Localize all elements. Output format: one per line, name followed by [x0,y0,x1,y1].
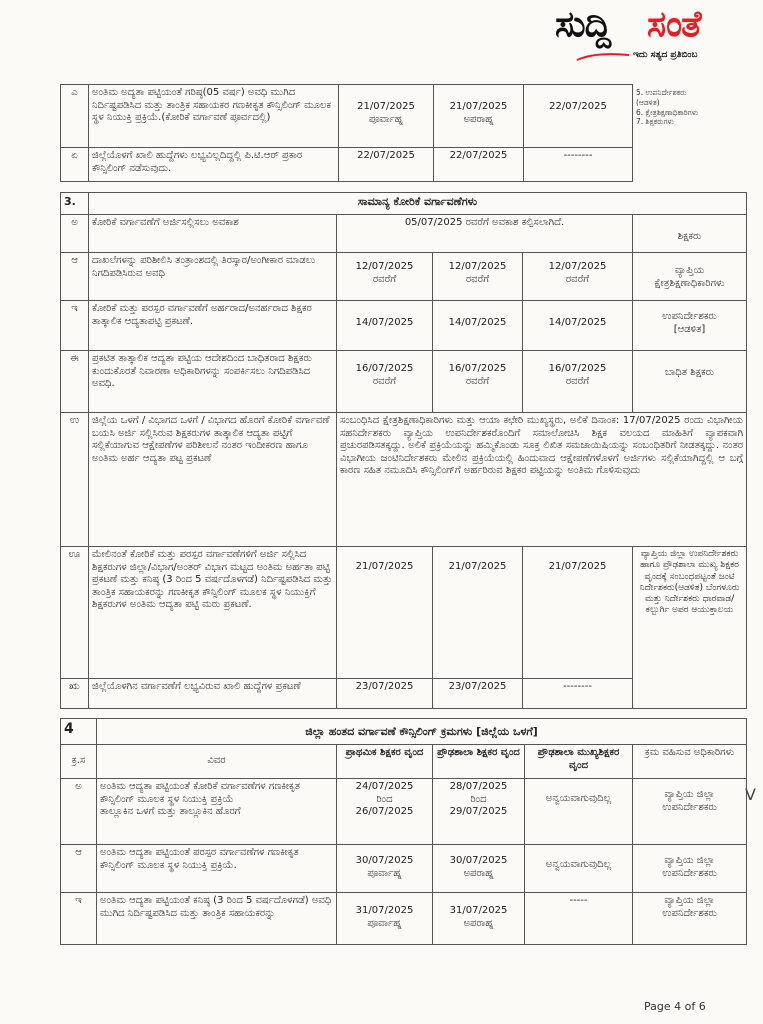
row-description: ಅಂತಿಮ ಆದ್ಯತಾ ಪಟ್ಟಿಯಂತೆ ಕೋರಿಕೆ ವರ್ಗಾವಣೆಗಳ ಗಣಕೀಕೃತ ಕೌನ್ಸಿಲಿಂಗ್ ಮೂಲಕ ಸ್ಥಳ ನಿಯುಕ್ತಿ ಪ್ರಕ್ರಿಯೆ ತಾಲ್ಲೂಕಿನ ಒಳಗೆ ಮತ್ತು ತಾಲ್ಲೂಕಿನ ಹೊರಗೆ [97,779,337,845]
table-row [61,547,747,679]
status-cell: ----- [525,893,633,945]
section-number: 3. [61,193,89,215]
date-cell: 30/07/2025 ಅಪರಾಹ್ನ [433,845,525,893]
row-description: ಜಿಲ್ಲೆಯ ಒಳಗೆ / ವಿಭಾಗದ ಒಳಗೆ / ವಿಭಾಗದ ಹೊರಗೆ ಕೋರಿಕೆ ವರ್ಗಾವಣೆ ಬಯಸಿ ಅರ್ಜಿ ಸಲ್ಲಿಸಿರುವ ಶಿಕ್ಷಕರುಗಳ ತಾತ್ಕಾಲಿಕ ಆದ್ಯತಾ ಪಟ್ಟಿಗೆ ಸಲ್ಲಿಕೆಯಾಗುವ ಆಕ್ಷೇಪಣೆಗಳ ಪರಿಶೀಲನೆ ನಂತರ ಇಂದೀಕರಣ ಹಾಗೂ ಅಂತಿಮ ಅರ್ಹ ಆದ್ಯತಾ ಪಟ್ಟ ಪ್ರಕಟಣೆ [89,413,337,547]
authority-cell: ವ್ಯಾಪ್ತಿಯ ಜಿಲ್ಲಾ ಉಪನಿರ್ದೇಶಕರು [633,845,747,893]
row-label: ಉ [61,413,89,547]
row-description: ಜಿಲ್ಲೆಯೊಳಗೆ ಖಾಲಿ ಹುದ್ದೆಗಳು ಲಭ್ಯವಿಲ್ಲದಿದ್ದಲ್ಲಿ ಪಿ.ಟಿ.ಆರ್ ಪ್ರಕಾರ ಕೌನ್ಸಿಲಿಂಗ್ ನಡೆಸುವುದು. [89,148,339,182]
row-label: ಊ [61,547,89,679]
swoosh-icon [575,52,631,62]
table-row [61,215,747,253]
table-row [61,413,747,547]
date-cell: 14/07/2025 [337,301,433,351]
date-cell: 12/07/2025 ರವರೆಗೆ [523,253,633,301]
date-cell: 28/07/2025 ರಿಂದ 29/07/2025 [433,779,525,845]
date-cell: 21/07/2025 [337,547,433,679]
table-row [61,779,747,845]
authority-cell: ವ್ಯಾಪ್ತಿಯ ಜಿಲ್ಲಾ ಉಪನಿರ್ದೇಶಕರು [633,893,747,945]
date-cell: 30/07/2025 ಪೂರ್ವಾಹ್ನ [337,845,433,893]
brand-word-1: ಸುದ್ದಿ [555,4,611,45]
table-header-row [61,745,747,779]
date-cell: 21/07/2025 [433,547,523,679]
date-cell: 12/07/2025 ರವರೆಗೆ [337,253,433,301]
column-header: ಪ್ರಾಥಮಿಕ ಶಿಕ್ಷಕರ ವೃಂದ [337,745,433,779]
date-cell: -------- [524,148,633,182]
row-description: ಪ್ರಕಟಿತ ತಾತ್ಕಾಲಿಕ ಆದ್ಯತಾ ಪಟ್ಟಿಯ ಆದೇಶದಿಂದ ಬಾಧಿತರಾದ ಶಿಕ್ಷಕರು ಕುಂದುಕೊರತೆ ನಿವಾರಣಾ ಅಧಿಕಾರಿಗಳನ್ನು ಸಂಪರ್ಕಿಸಲು ನಿಗದಿಪಡಿಸಿದ ಅವಧಿ. [89,351,337,413]
brand-word-2: ಸಂತೆ [647,4,701,45]
row-description: ಕೋರಿಕೆ ಮತ್ತು ಪರಸ್ಪರ ವರ್ಗಾವಣೆಗೆ ಅರ್ಹರಾದ/ಅನರ್ಹರಾದ ಶಿಕ್ಷಕರ ತಾತ್ಕಾಲಿಕ ಆದ್ಯತಾಪಟ್ಟಿ ಪ್ರಕಟಣೆ. [89,301,337,351]
table-row [61,893,747,945]
authority-cell: ವ್ಯಾಪ್ತಿಯ ಜಿಲ್ಲಾ ಉಪನಿರ್ದೇಶಕರು [633,779,747,845]
row-label: ಈ [61,351,89,413]
row-description: ಅಂತಿಮ ಆದ್ಯತಾ ಪಟ್ಟಿಯಂತೆ ಕನಿಷ್ಠ (3 ರಿಂದ 5 ವರ್ಷದೊಳಗಡೆ) ಅವಧಿ ಮುಗಿದ ನಿರ್ದಿಷ್ಟಪಡಿಸಿದ ಮತ್ತು ತಾಂತ್ರಿಕ ಸಹಾಯಕರನ್ನು [97,893,337,945]
section-number: 4 [61,719,97,745]
date-cell: 31/07/2025 ಅಪರಾಹ್ನ [433,893,525,945]
date-cell: 14/07/2025 [433,301,523,351]
authority-cell: ಶಿಕ್ಷಕರು [633,215,747,253]
page-number: Page 4 of 6 [644,1000,706,1013]
date-cell: 16/07/2025 ರವರೆಗೆ [337,351,433,413]
table-row [61,351,747,413]
table-row [61,85,633,148]
table-row [61,301,747,351]
section-4-table [60,718,747,945]
date-cell: 12/07/2025 ರವರೆಗೆ [433,253,523,301]
row-label: ಋ [61,679,89,709]
column-header: ಕ್ರ.ಸ [61,745,97,779]
date-cell: -------- [523,679,633,709]
column-header: ವಿವರ [97,745,337,779]
table-row [61,148,633,182]
section-title: ಸಾಮಾನ್ಯ ಕೋರಿಕೆ ವರ್ಗಾವಣೆಗಳು [89,193,747,215]
section-header [61,193,747,215]
authority-cell: ವ್ಯಾಪ್ತಿಯ ಕ್ಷೇತ್ರಶಿಕ್ಷಣಾಧಿಕಾರಿಗಳು [633,253,747,301]
row-description: ಮೇಲಿನಂತೆ ಕೋರಿಕೆ ಮತ್ತು ಪರಸ್ಪರ ವರ್ಗಾವಣೆಗಳಿಗೆ ಅರ್ಜಿ ಸಲ್ಲಿಸಿದ ಶಿಕ್ಷಕರುಗಳ ಜಿಲ್ಲಾ/ವಿಭಾಗ/ಅಂತರ್ ವಿಭಾಗ ಮಟ್ಟದ ಅಂತಿಮ ಅರ್ಹತಾ ಪಟ್ಟಿ ಪ್ರಕಟಣೆ ಮತ್ತು ಕನಿಷ್ಠ (3 ರಿಂದ 5 ವರ್ಷದೊಳಗಡೆ) ನಿರ್ದಿಷ್ಟಪಡಿಸಿದ ಮತ್ತು ತಾಂತ್ರಿಕ ಸಹಾಯಕರನ್ನು ಗಣಕೀಕೃತ ಕೌನ್ಸಿಲಿಂಗ್ ಮೂಲಕ ಸ್ಥಳ ನಿಯುಕ್ತಿಗೆ ಶಿಕ್ಷಕರುಗಳ ಅಂತಿಮ ಆದ್ಯತಾ ಪಟ್ಟಿ ಮರು ಪ್ರಕಟಣೆ. [89,547,337,679]
date-cell: 23/07/2025 [433,679,523,709]
table-row [61,845,747,893]
row-description: ಕೋರಿಕೆ ವರ್ಗಾವಣೆಗೆ ಅರ್ಜಿಸಲ್ಲಿಸಲು ಅವಕಾಶ [89,215,337,253]
section-3-table [60,192,747,709]
date-cell: 22/07/2025 [339,148,434,182]
date-cell: 31/07/2025 ಪೂರ್ವಾಹ್ನ [337,893,433,945]
column-header: ಪ್ರೌಢಶಾಲಾ ಮುಖ್ಯಶಿಕ್ಷಕರ ವೃಂದ [525,745,633,779]
top-schedule-table [60,84,633,182]
authority-cell: ಬಾಧಿತ ಶಿಕ್ಷಕರು [633,351,747,413]
row-description: ಜಿಲ್ಲೆಯೊಳಗಿನ ವರ್ಗಾವಣೆಗೆ ಲಭ್ಯವಿರುವ ಖಾಲಿ ಹುದ್ದೆಗಳ ಪ್ರಕಟಣೆ [89,679,337,709]
row-label: ಆ [61,253,89,301]
merged-date-cell: 05/07/2025 ರವರೆಗೆ ಅವಕಾಶ ಕಲ್ಪಿಸಲಾಗಿದೆ. [337,215,633,253]
row-description: ಅಂತಿಮ ಆದ್ಯತಾ ಪಟ್ಟಿಯಂತೆ ಪರಸ್ಪರ ವರ್ಗಾವಣೆಗಳ ಗಣಕೀಕೃತ ಕೌನ್ಸಿಲಿಂಗ್ ಮೂಲಕ ಸ್ಥಳ ನಿಯುಕ್ತಿ ಪ್ರಕ್ರಿಯೆ. [97,845,337,893]
date-cell: 21/07/2025 ಅಪರಾಹ್ನ [434,85,524,148]
date-cell: 16/07/2025 ರವರೆಗೆ [433,351,523,413]
row-label: ಎ [61,85,89,148]
margin-mark: V [745,785,756,804]
row-label: ಅ [61,215,89,253]
brand-logo [555,4,760,74]
date-cell: 24/07/2025 ರಿಂದ 26/07/2025 [337,779,433,845]
section-title: ಜಿಲ್ಲಾ ಹಂತದ ವರ್ಗಾವಣೆ ಕೌನ್ಸಿಲಿಂಗ್ ಕ್ರಮಗಳು [ಜಿಲ್ಲೆಯ ಒಳಗೆ] [97,719,747,745]
date-cell: 22/07/2025 [524,85,633,148]
row-label: ಅ [61,779,97,845]
table-row [61,253,747,301]
date-cell: 21/07/2025 [523,547,633,679]
date-cell: 23/07/2025 [337,679,433,709]
row-label: ಆ [61,845,97,893]
date-cell: 21/07/2025 ಪೂರ್ವಾಹ್ನ [339,85,434,148]
row-label: ಏ [61,148,89,182]
status-cell: ಅನ್ವಯವಾಗುವುದಿಲ್ಲ [525,845,633,893]
row-label: ಇ [61,893,97,945]
section-header [61,719,747,745]
date-cell: 16/07/2025 ರವರೆಗೆ [523,351,633,413]
row-label: ಇ [61,301,89,351]
date-cell: 14/07/2025 [523,301,633,351]
brand-tagline: ಇದು ಸತ್ಯದ ಪ್ರತಿಬಿಂಬ [633,50,698,60]
row-description: ದಾಖಲೆಗಳನ್ನು ಪರಿಶೀಲಿಸಿ ತಂತ್ರಾಂಶದಲ್ಲಿ ತಿರಸ್ಕಾರ/ಅಂಗೀಕಾರ ಮಾಡಲು ನಿಗದಿಪಡಿಸಿರುವ ಅವಧಿ [89,253,337,301]
column-header: ಪ್ರೌಢಶಾಲಾ ಶಿಕ್ಷಕರ ವೃಂದ [433,745,525,779]
column-header: ಕ್ರಮ ವಹಿಸುವ ಅಧಿಕಾರಿಗಳು [633,745,747,779]
date-cell: 22/07/2025 [434,148,524,182]
authority-cell: ವ್ಯಾಪ್ತಿಯ ಜಿಲ್ಲಾ ಉಪನಿರ್ದೇಶಕರು ಹಾಗೂ ಪ್ರೌಢಶಾಲಾ ಮುಖ್ಯ ಶಿಕ್ಷಕರ ವೃಂದಕ್ಕೆ ಸಂಬಂಧಪಟ್ಟಂತೆ ಜಂಟಿ ನಿರ್ದೇಶಕರು(ಆಡಳಿತ) ಬೆಂಗಳೂರು ಮತ್ತು ನಿರ್ದೇಶಕರು ಧಾರವಾಡ/ಕಲ್ಬುರ್ಗಿ ಅಪರ ಆಯುಕ್ತಾಲಯ [633,547,747,709]
status-cell: ಅನ್ವಯವಾಗುವುದಿಲ್ಲ [525,779,633,845]
row-description: ಅಂತಿಮ ಅದ್ಯತಾ ಪಟ್ಟಿಯಂತೆ ಗರಿಷ್ಠ(05 ವರ್ಷ) ಅವಧಿ ಮುಗಿದ ನಿರ್ದಿಷ್ಟಪಡಿಸಿದ ಮತ್ತು ತಾಂತ್ರಿಕ ಸಹಾಯಕರ ಗಣಕೀಕೃತ ಕೌನ್ಸಿಲಿಂಗ್ ಮೂಲಕ ಸ್ಥಳ ನಿಯುಕ್ತಿ ಪ್ರಕ್ರಿಯೆ.(ಕೋರಿಕೆ ವರ್ಗಾವಣೆ ಪೂರ್ವದಲ್ಲಿ) [89,85,339,148]
authority-notes: 5. ಉಪನಿರ್ದೇಶಕರು (ಆಡಳಿತ) 6. ಕ್ಷೇತ್ರಶಿಕ್ಷಣಾಧಿಕಾರಿಗಳು 7. ಶಿಕ್ಷಕರುಗಳು [636,88,699,127]
authority-cell: ಉಪನಿರ್ದೇಶಕರು [ಆಡಳಿತ] [633,301,747,351]
merged-instruction-cell: ಸಂಬಂಧಿಸಿದ ಕ್ಷೇತ್ರಶಿಕ್ಷಣಾಧಿಕಾರಿಗಳು ಮತ್ತು ಆಯಾ ಕಛೇರಿ ಮುಖ್ಯಸ್ಥರು, ಅಲಿಕೆ ದಿನಾಂಕ: 17/07/2025 ರಂದು ವಿಭಾಗೀಯ ಸಹನಿರ್ದೇಶಕರು ವ್ಯಾಪ್ತಿಯ ಉಪನಿರ್ದೇಶಕರೊಂದಿಗೆ ಸಮಾಲೋಚಿಸಿ ಶಿಕ್ಷಕ ವಲಯದ ಮಾಹಿತಿಗೆ ವ್ಯಾಪಕವಾಗಿ ಪ್ರಚುರಪಡಿಸತಕ್ಕದ್ದು. ಅಲಿಕೆ ಪ್ರಕ್ರಿಯೆಯನ್ನು ಹಮ್ಮಿಕೊಂಡು ಸೂಕ್ತ ಲಿಖಿತ ಸಮಜಾಯಿಷಿಯನ್ನು ಸಂಬಂಧಿತರಿಗೆ ನೀಡತಕ್ಕದ್ದು. ನಂತರ ವಿಭಾಗೀಯ ಜಂಟಿನಿರ್ದೇಶಕರು ಮೇಲಿನ ಪ್ರಕ್ರಿಯೆಯಲ್ಲಿ ಹಿಂದುವಾದ ಆಕ್ಷೇಪಣೆಗಳೊಳಗೆ ಅರ್ಜಿಗಳು ಸಲ್ಲಿಕೆಯಾಗಿದ್ದಲ್ಲಿ ಆ ಬಗ್ಗೆ ಕಾರಣ ಸಹಿತ ನಮೂದಿಸಿ ಕೌನ್ಸಿಲಿಂಗ್‌ಗೆ ಅರ್ಹರಿರುವ ಶಿಕ್ಷಕರ ಪಟ್ಟಿಯನ್ನು ಅಂತಿಮ ಗೊಳಿಸುವುದು [337,413,747,547]
